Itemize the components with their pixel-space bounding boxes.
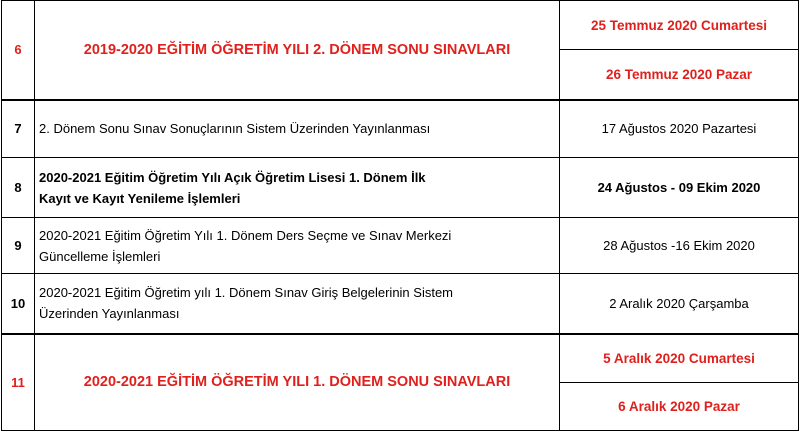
row-title-line: Güncelleme İşlemleri <box>39 248 161 264</box>
row-date: 5 Aralık 2020 Cumartesi <box>560 334 799 383</box>
row-number: 9 <box>2 218 35 274</box>
exam-calendar-table <box>1 0 799 431</box>
table-row <box>2 218 799 274</box>
row-title-line: Kayıt ve Kayıt Yenileme İşlemleri <box>39 190 241 206</box>
row-title <box>35 158 560 218</box>
row-title: 2019-2020 EĞİTİM ÖĞRETİM YILI 2. DÖNEM SONU SINAVLARI <box>35 1 560 100</box>
row-date: 25 Temmuz 2020 Cumartesi <box>560 1 799 50</box>
table-row <box>2 334 799 383</box>
row-date: 28 Ağustos -16 Ekim 2020 <box>560 218 799 274</box>
row-number: 6 <box>2 1 35 100</box>
row-date: 6 Aralık 2020 Pazar <box>560 383 799 431</box>
table-row <box>2 1 799 50</box>
row-date: 26 Temmuz 2020 Pazar <box>560 50 799 100</box>
row-title-line: 2020-2021 Eğitim Öğretim Yılı 1. Dönem Ders Seçme ve Sınav Merkezi <box>39 227 452 243</box>
row-number: 7 <box>2 100 35 158</box>
row-title-line: Üzerinden Yayınlanması <box>39 306 180 322</box>
row-number: 8 <box>2 158 35 218</box>
row-title-line: 2020-2021 Eğitim Öğretim yılı 1. Dönem Sınav Giriş Belgelerinin Sistem <box>39 285 454 301</box>
row-title-line: 2020-2021 Eğitim Öğretim Yılı Açık Öğretim Lisesi 1. Dönem İlk <box>39 169 426 185</box>
row-date: 2 Aralık 2020 Çarşamba <box>560 274 799 334</box>
table-row <box>2 158 799 218</box>
row-number: 10 <box>2 274 35 334</box>
row-title <box>35 274 560 334</box>
row-title <box>35 218 560 274</box>
row-title: 2. Dönem Sonu Sınav Sonuçlarının Sistem Üzerinden Yayınlanması <box>35 100 560 158</box>
table-row <box>2 274 799 334</box>
table-row <box>2 100 799 158</box>
row-number: 11 <box>2 334 35 431</box>
row-title: 2020-2021 EĞİTİM ÖĞRETİM YILI 1. DÖNEM SONU SINAVLARI <box>35 334 560 431</box>
row-date: 24 Ağustos - 09 Ekim 2020 <box>560 158 799 218</box>
row-date: 17 Ağustos 2020 Pazartesi <box>560 100 799 158</box>
